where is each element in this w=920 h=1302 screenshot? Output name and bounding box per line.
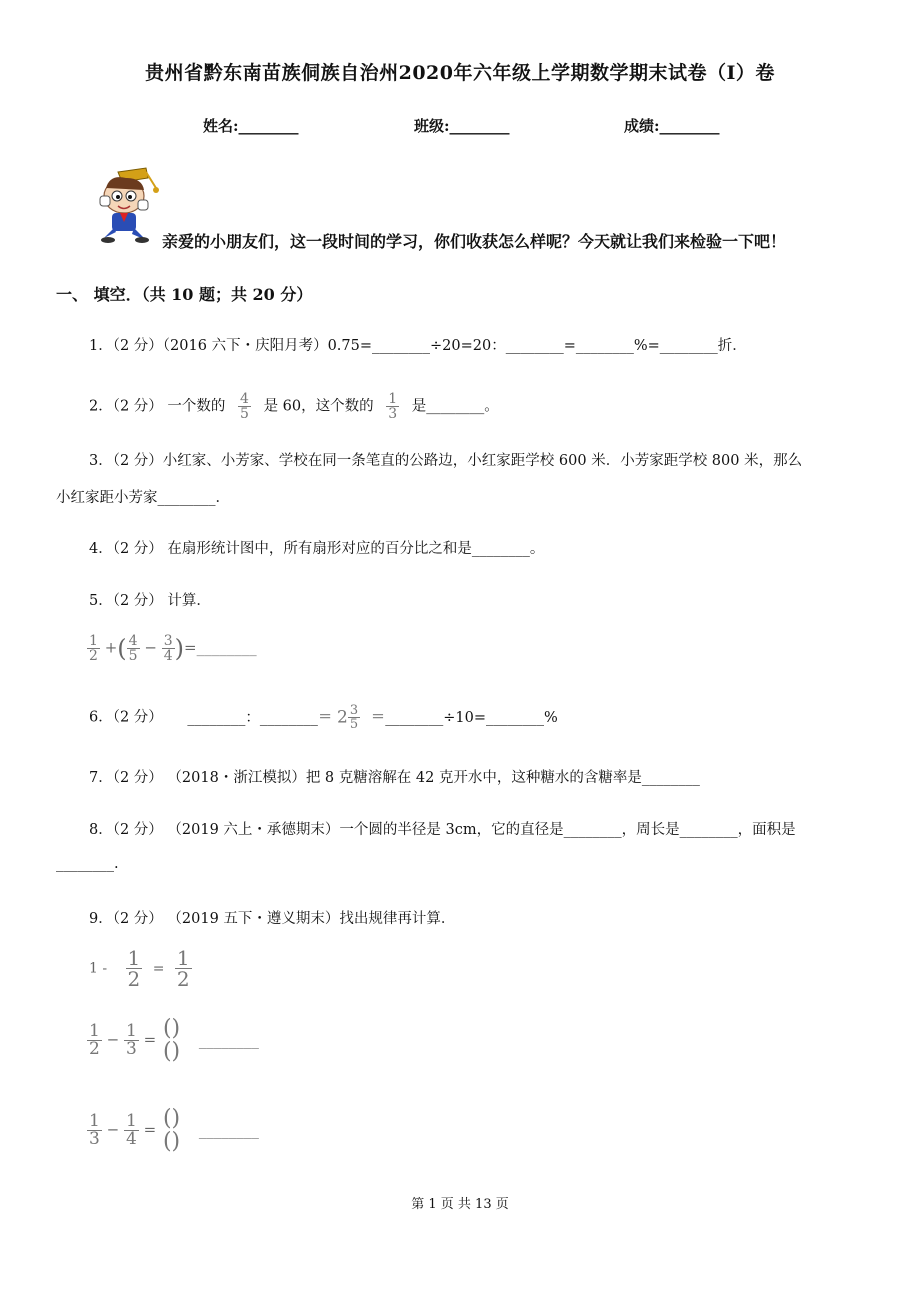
question-8-line1: 8．（2 分） （2019 六上・承德期末）一个圆的半径是 3cm，它的直径是________，周长是________，面积是 xyxy=(89,822,796,838)
question-9: 9．（2 分） （2019 五下・遵义期末）找出规律再计算． xyxy=(89,911,456,927)
one-minus: 1 - xyxy=(89,960,108,977)
page-footer: 第 1 页 共 13 页 xyxy=(411,1197,509,1212)
section-heading: 一、 填空．（共 10 题；共 20 分） xyxy=(56,285,313,304)
answer-blank: ________ xyxy=(196,638,257,657)
answer-blank-q9d: ________ xyxy=(198,1120,259,1139)
question-9-line3 xyxy=(87,1108,259,1153)
fraction-one-third-q9d: $\frac{1}{3}$ xyxy=(89,1111,100,1149)
equals-sign-q9a: = xyxy=(152,960,165,977)
close-paren: ) xyxy=(174,634,185,663)
score-field: 成绩:________ xyxy=(624,117,720,135)
question-6-text-b: ＝________÷10=________% xyxy=(370,709,558,726)
question-6-number: 6．（2 分） xyxy=(89,709,163,726)
fraction-one-half-q9a: $\frac{1}{2}$ xyxy=(127,946,141,991)
question-5-expression xyxy=(87,634,257,663)
fraction-one-half-q9c: $\frac{1}{2}$ xyxy=(89,1021,100,1059)
question-2-text-b: 是 60，这个数的 xyxy=(263,398,374,415)
mascot-illustration xyxy=(86,166,166,246)
question-8-line2: ________. xyxy=(56,856,119,872)
fraction-one-half-q9b: $\frac{1}{2}$ xyxy=(176,946,190,991)
answer-blank-q9c: ________ xyxy=(198,1030,259,1049)
fraction-placeholder-q9c: () () xyxy=(162,1016,181,1064)
equals-sign-q9d: = xyxy=(143,1120,157,1139)
minus-sign-q9d: − xyxy=(106,1120,120,1139)
question-2-text-c: 是________。 xyxy=(411,398,499,415)
fraction-one-third-q9c: $\frac{1}{3}$ xyxy=(125,1021,137,1059)
class-field: 班级:________ xyxy=(414,117,510,135)
fraction-four-fifths: $\frac{4}{5}$ xyxy=(240,391,249,422)
question-9-line1 xyxy=(89,948,192,989)
greeting-text: 亲爱的小朋友们，这一段时间的学习，你们收获怎么样呢？今天就让我们来检验一下吧！ xyxy=(162,232,787,251)
question-5: 5．（2 分） 计算． xyxy=(89,593,211,609)
mixed-number-whole: 2 xyxy=(337,707,348,728)
equals-sign-q9c: = xyxy=(143,1030,157,1049)
name-field: 姓名:________ xyxy=(203,117,299,135)
question-7: 7．（2 分） （2018・浙江模拟）把 8 克糖溶解在 42 克开水中，这种糖水的含糖率是________ xyxy=(89,770,700,786)
plus-sign: + xyxy=(104,638,118,657)
fraction-placeholder-q9d: () () xyxy=(162,1106,181,1154)
question-2 xyxy=(89,392,499,421)
fraction-one-third: $\frac{1}{3}$ xyxy=(388,391,398,422)
fraction-three-fifths: $\frac{3}{5}$ xyxy=(349,703,359,732)
question-6-text-a: ________：________＝ xyxy=(187,709,333,726)
fraction-one-half: $\frac{1}{2}$ xyxy=(89,633,98,664)
page-title: 贵州省黔东南苗族侗族自治州2020年六年级上学期数学期末试卷（I）卷 xyxy=(145,62,775,84)
question-9-line2 xyxy=(87,1018,259,1063)
question-1: 1．（2 分）（2016 六下・庆阳月考）0.75=________÷20=20：________=________%=________折． xyxy=(89,338,747,354)
equals-sign: = xyxy=(184,638,197,657)
question-2-text-a: 2．（2 分） 一个数的 xyxy=(89,398,226,415)
fraction-four-fifths-calc: $\frac{4}{5}$ xyxy=(128,633,138,664)
question-4: 4．（2 分） 在扇形统计图中，所有扇形对应的百分比之和是________。 xyxy=(89,541,545,557)
minus-sign: − xyxy=(144,638,157,657)
question-3-line2: 小红家距小芳家________． xyxy=(56,490,230,506)
fraction-one-quarter-q9d: $\frac{1}{4}$ xyxy=(125,1111,137,1149)
question-3-line1: 3．（2 分）小红家、小芳家、学校在同一条笔直的公路边，小红家距学校 600 米．小芳家距学校 800 米，那么 xyxy=(89,453,803,469)
fraction-three-quarters: $\frac{3}{4}$ xyxy=(163,633,173,664)
question-6 xyxy=(89,704,558,731)
minus-sign-q9c: − xyxy=(106,1030,120,1049)
open-paren: ( xyxy=(117,634,127,663)
